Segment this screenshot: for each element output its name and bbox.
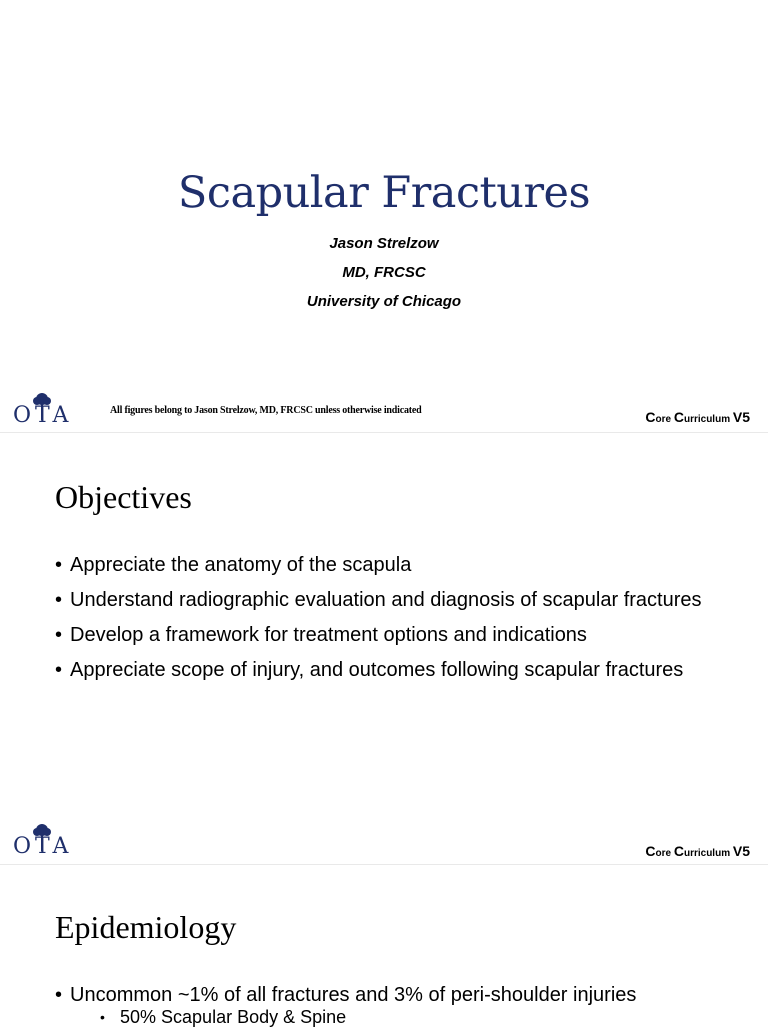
- objectives-heading: Objectives: [55, 479, 192, 515]
- core-curriculum-badge: Core Curriculum V5: [645, 409, 750, 425]
- objectives-list: [55, 551, 735, 691]
- page-title: Scapular Fractures: [177, 168, 591, 218]
- author-credentials: MD, FRCSC: [342, 264, 426, 281]
- figure-credit: All figures belong to Jason Strelzow, MD, FRCSC unless otherwise indicated: [110, 405, 422, 416]
- ota-logo-icon: [12, 821, 76, 855]
- list-item: • Appreciate scope of injury, and outcomes following scapular fractures: [55, 656, 735, 684]
- ota-logo: [12, 821, 76, 855]
- epidemiology-heading: Epidemiology: [55, 909, 237, 945]
- author-name: Jason Strelzow: [329, 235, 439, 252]
- list-item: • Develop a framework for treatment options and indications: [55, 621, 735, 649]
- objectives-slide: [0, 432, 768, 865]
- author-block: [0, 229, 768, 316]
- epidemiology-slide: [0, 864, 768, 1025]
- core-curriculum-badge: Core Curriculum V5: [645, 843, 750, 859]
- epidemiology-sublist: [100, 1005, 346, 1029]
- ota-logo: [12, 390, 76, 424]
- logo-letters: OTA: [13, 834, 73, 855]
- list-item: • 50% Scapular Body & Spine: [100, 1005, 346, 1029]
- title-slide: [0, 0, 768, 432]
- ota-logo-icon: [12, 390, 76, 424]
- list-item: • Understand radiographic evaluation and diagnosis of scapular fractures: [55, 586, 735, 614]
- author-institution: University of Chicago: [306, 293, 462, 310]
- logo-letters: OTA: [13, 403, 73, 424]
- list-item: • Appreciate the anatomy of the scapula: [55, 551, 735, 579]
- list-item: • Uncommon ~1% of all fractures and 3% of peri-shoulder injuries: [55, 981, 735, 1009]
